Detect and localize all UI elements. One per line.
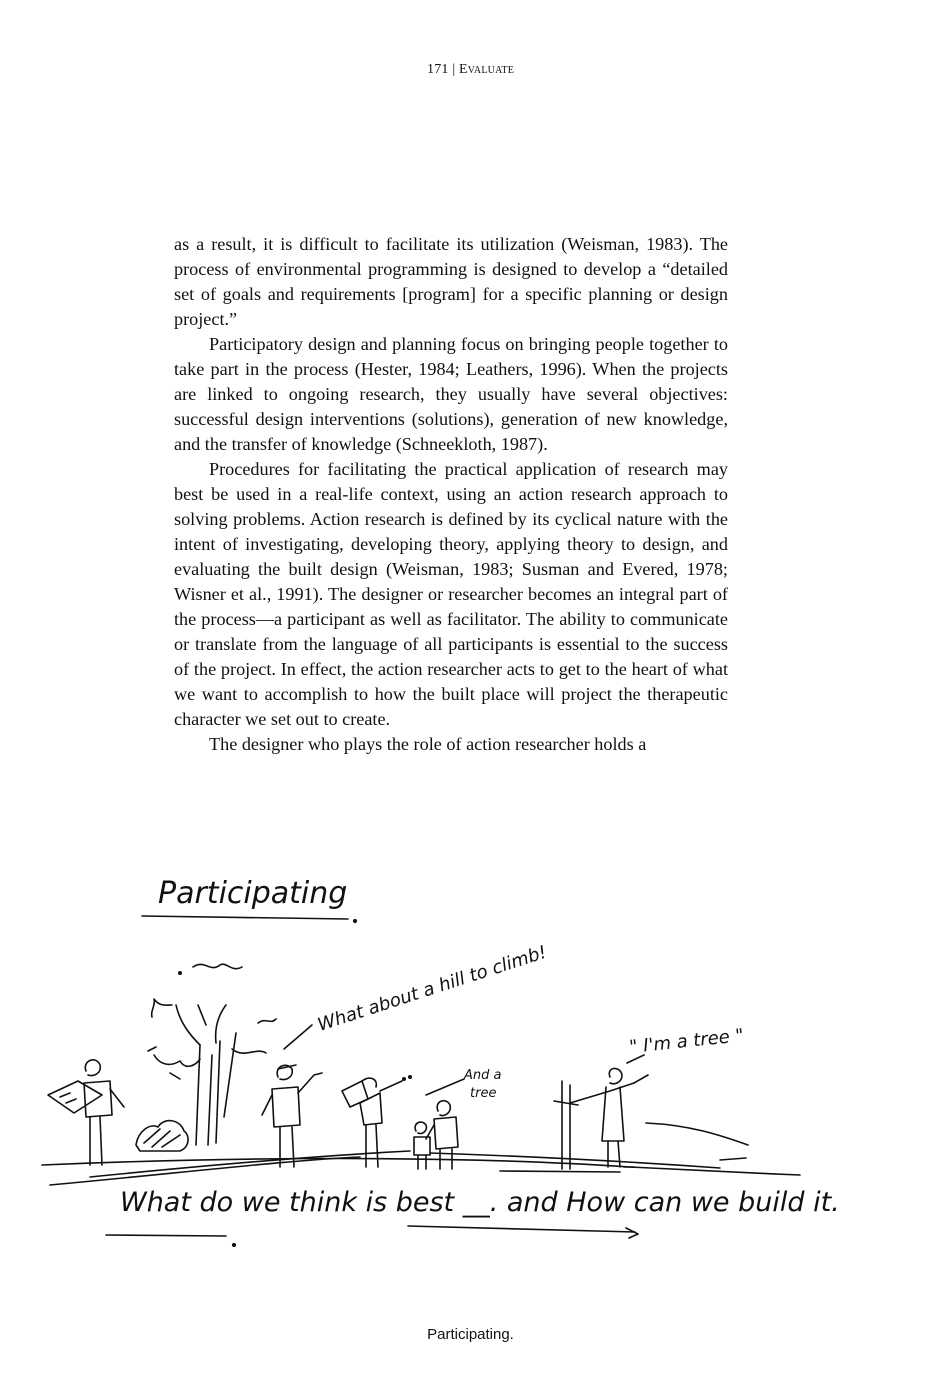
running-head [0,62,941,78]
paragraph-1: as a result, it is difficult to facilitate its utilization (Weisman, 1983). The process of environmental programming is designed to develop a “detailed set of goals and requirements [program] for a specific planning or design project.” [174,234,728,329]
figure-caption: Participating. [427,1326,514,1343]
body-text [174,232,728,757]
header-separator: | [452,62,456,77]
paragraph-4: The designer who plays the role of action researcher holds a [209,734,647,754]
bubble-and-tree-line1: And a [464,1068,502,1083]
title-underline [142,916,348,919]
section-title: Evaluate [459,62,514,77]
sketch-title: Participating [158,876,348,911]
figure-sign-holder [48,1081,102,1113]
bubble-hill: What about a hill to climb! [315,941,550,1036]
figure-adult [437,1101,450,1116]
page-number: 171 [427,62,449,77]
paragraph-3: Procedures for facilitating the practical application of research may best be used in a real-life context, using an action research approach to solving problems. Action research is defined by its cyclical nature with the intent of investigating, developing theory, applying theory to design, and evaluating the built design (Weisman, 1983; Susman and Evered, 1978; Wisner et al., 1991). The designer or researcher becomes an integral part of the process—a participant as well as facilitator. The ability to communicate or translate from the language of all participants is essential to the success of the project. In effect, the action researcher acts to get to the heart of what we want to accomplish to how the built place will project the therapeutic character we set out to create. [174,459,728,729]
bubble-tree: " I'm a tree " [628,1025,745,1058]
ground-line [42,1159,800,1176]
figure-child [415,1122,426,1133]
sketch-bottom-line: What do we think is best __. and How can we build it. [120,1187,840,1218]
participating-sketch [30,855,910,1255]
bubble-and-tree-line2: tree [470,1086,497,1101]
paragraph-2: Participatory design and planning focus on bringing people together to take part in the process (Hester, 1984; Leathers, 1996). When the projects are linked to ongoing research, they usually have several objectives: successful design interventions (solutions), generation of new knowledge, and the transfer of knowledge (Schneekloth, 1987). [174,334,728,454]
figure-binoculars [342,1081,368,1107]
